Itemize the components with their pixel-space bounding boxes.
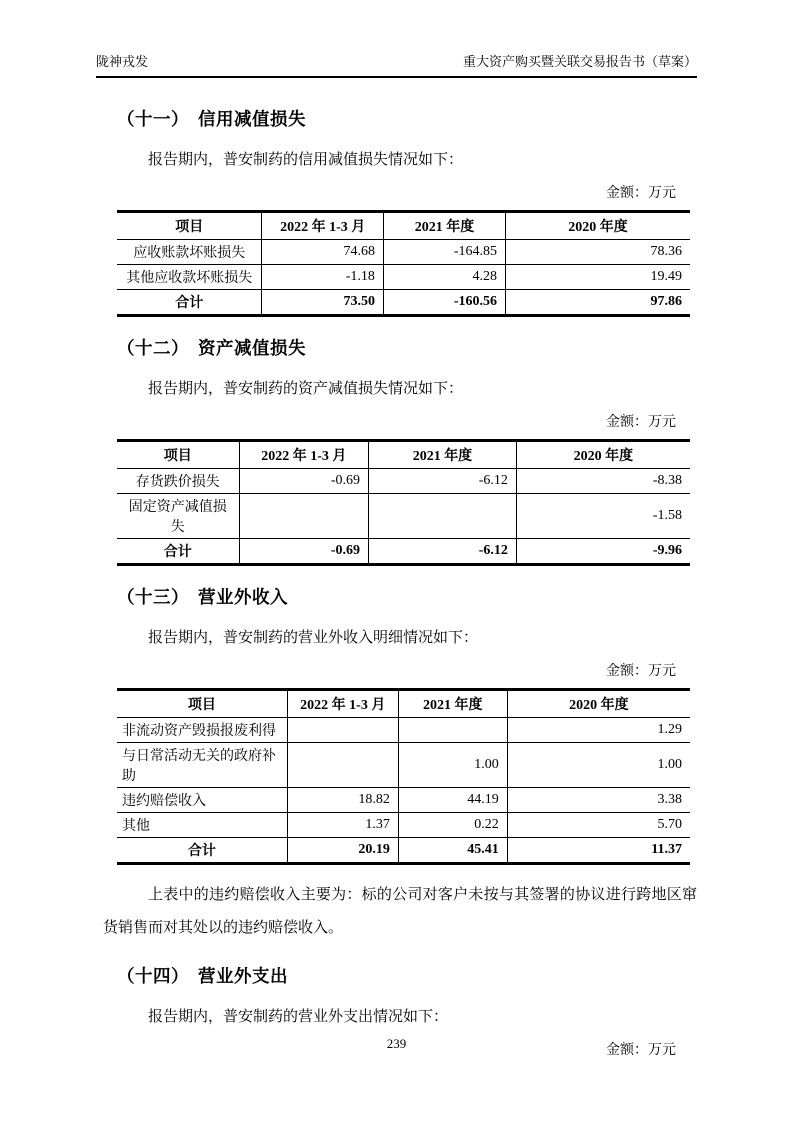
- cell-value: -6.12: [369, 469, 517, 494]
- cell-value: 44.19: [398, 788, 507, 813]
- cell-item-label: 存货跌价损失: [117, 469, 239, 494]
- table-total-row: [117, 838, 690, 864]
- column-header-2021: 2021 年度: [383, 212, 505, 240]
- cell-value: 1.29: [507, 718, 690, 743]
- section-12-title: 资产减值损失: [198, 338, 306, 358]
- column-header-2022: 2022 年 1-3 月: [262, 212, 383, 240]
- page-footer: [0, 1036, 793, 1052]
- section-13-title: 营业外收入: [198, 587, 288, 607]
- cell-item-label: 与日常活动无关的政府补助: [117, 743, 287, 788]
- cell-total-value: -6.12: [369, 539, 517, 565]
- cell-value: -1.18: [262, 265, 383, 290]
- cell-total-label: 合计: [117, 290, 262, 316]
- section-11-unit-label: 金额：万元: [606, 186, 676, 201]
- section-14-unit-label: 金额：万元: [606, 1043, 676, 1058]
- section-11-number: （十一）: [117, 109, 189, 129]
- cell-item-label: 非流动资产毁损报废利得: [117, 718, 287, 743]
- cell-value: 1.37: [287, 813, 398, 838]
- table-row: [117, 813, 690, 838]
- column-header-item: 项目: [117, 212, 262, 240]
- cell-item-label: 其他: [117, 813, 287, 838]
- table-row: [117, 494, 690, 539]
- table-row: [117, 718, 690, 743]
- cell-total-value: 20.19: [287, 838, 398, 864]
- header-company: 陇神戎发: [96, 54, 149, 69]
- cell-total-value: 97.86: [650, 294, 682, 309]
- section-13-unit-label: 金额：万元: [606, 664, 676, 679]
- table-total-row: [117, 539, 690, 565]
- section-14-heading: [117, 965, 697, 988]
- table-row: [117, 265, 690, 290]
- cell-value: 4.28: [383, 265, 505, 290]
- table-header-row: [117, 212, 690, 240]
- section-13-note: 上表中的违约赔偿收入主要为：标的公司对客户未按与其签署的协议进行跨地区窜货销售而对其处以的违约赔偿收入。: [103, 887, 697, 936]
- section-14-intro: 报告期内，普安制药的营业外支出情况如下：: [148, 1009, 449, 1025]
- column-header-2022: 2022 年 1-3 月: [287, 690, 398, 718]
- cell-value: [369, 494, 517, 539]
- asset-impairment-table: [117, 439, 690, 566]
- cell-value: 3.38: [507, 788, 690, 813]
- section-13-heading: [117, 586, 697, 609]
- column-header-2021: 2021 年度: [369, 441, 517, 469]
- header-doc-title: 重大资产购买暨关联交易报告书（草案）: [462, 54, 697, 69]
- table-total-row: [117, 290, 690, 316]
- cell-total-value: -160.56: [383, 290, 505, 316]
- cell-item-label: 其他应收款坏账损失: [117, 265, 262, 290]
- section-12-intro: 报告期内，普安制药的资产减值损失情况如下：: [148, 381, 464, 397]
- section-14-title: 营业外支出: [198, 966, 288, 986]
- cell-total-value: -9.96: [652, 543, 682, 558]
- section-11-intro: 报告期内，普安制药的信用减值损失情况如下：: [148, 152, 464, 168]
- column-header-2020: 2020 年度: [516, 441, 690, 469]
- section-14-number: （十四）: [117, 966, 189, 986]
- cell-total-label: 合计: [117, 838, 287, 864]
- cell-total-value: 73.50: [262, 290, 383, 316]
- cell-item-label: 固定资产减值损失: [117, 494, 239, 539]
- section-11-heading: [117, 108, 697, 131]
- cell-total-value: -0.69: [239, 539, 368, 565]
- table-header-row: [117, 441, 690, 469]
- cell-total-value: 11.37: [651, 842, 682, 857]
- cell-value: [287, 743, 398, 788]
- column-header-2022: 2022 年 1-3 月: [239, 441, 368, 469]
- cell-value: 1.00: [507, 743, 690, 788]
- section-12-unit-label: 金额：万元: [606, 415, 676, 430]
- column-header-2020: 2020 年度: [507, 690, 690, 718]
- column-header-2020: 2020 年度: [505, 212, 690, 240]
- section-13-intro: 报告期内，普安制药的营业外收入明细情况如下：: [148, 630, 479, 646]
- cell-value: -0.69: [239, 469, 368, 494]
- table-row: [117, 788, 690, 813]
- section-12-number: （十二）: [117, 338, 189, 358]
- cell-value: -1.58: [516, 494, 690, 539]
- cell-value: 74.68: [262, 240, 383, 265]
- table-row: [117, 469, 690, 494]
- cell-total-label: 合计: [117, 539, 239, 565]
- page-header: [96, 52, 697, 78]
- cell-value: 0.22: [398, 813, 507, 838]
- cell-value: [239, 494, 368, 539]
- section-11-title: 信用减值损失: [198, 109, 306, 129]
- cell-item-label: 应收账款坏账损失: [117, 240, 262, 265]
- cell-value: [398, 718, 507, 743]
- section-13-number: （十三）: [117, 587, 189, 607]
- cell-total-value: 45.41: [398, 838, 507, 864]
- cell-value: [287, 718, 398, 743]
- non-operating-income-table: [117, 688, 690, 865]
- page-number: 239: [386, 1036, 407, 1051]
- credit-impairment-table: [117, 210, 690, 317]
- cell-value: 19.49: [505, 265, 690, 290]
- table-row: [117, 743, 690, 788]
- section-12-heading: [117, 337, 697, 360]
- cell-item-label: 违约赔偿收入: [117, 788, 287, 813]
- column-header-item: 项目: [117, 690, 287, 718]
- cell-value: 5.70: [507, 813, 690, 838]
- cell-value: 78.36: [505, 240, 690, 265]
- column-header-2021: 2021 年度: [398, 690, 507, 718]
- cell-value: -8.38: [516, 469, 690, 494]
- column-header-item: 项目: [117, 441, 239, 469]
- cell-value: 18.82: [287, 788, 398, 813]
- cell-value: 1.00: [398, 743, 507, 788]
- table-header-row: [117, 690, 690, 718]
- cell-value: -164.85: [383, 240, 505, 265]
- table-row: [117, 240, 690, 265]
